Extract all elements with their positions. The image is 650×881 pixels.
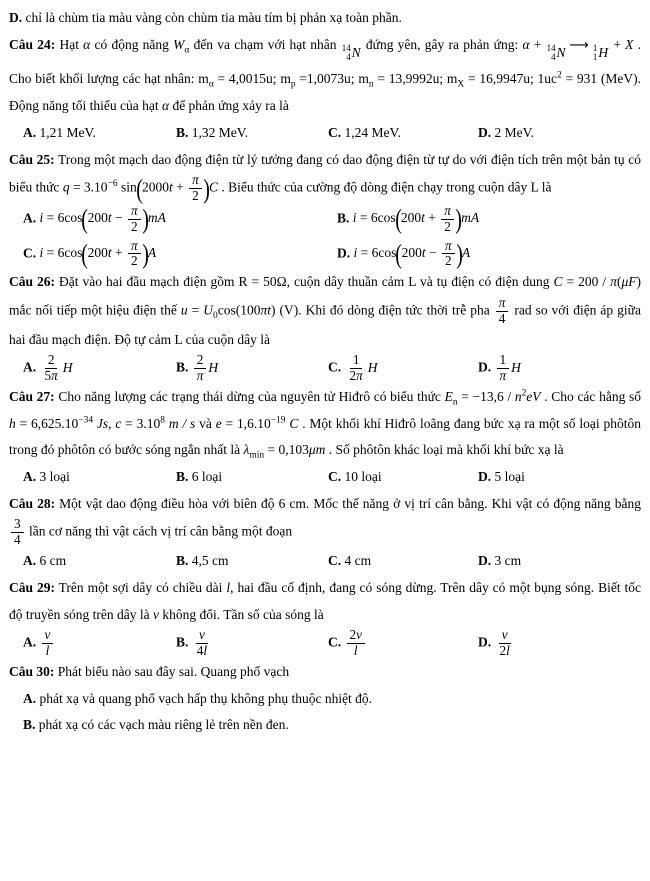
option-letter: A. <box>23 469 37 485</box>
question-stem: Câu 28: Một vật dao động điều hòa với biên độ 6 cm. Mốc thế năng ở vị trí cân bằng. Khi vật có động năng bằng $\frac{3}{4}$ lần cơ năng thì vật cách vị trí cân bằng một đoạn <box>9 495 641 548</box>
nuclide-notation: 14 4 N <box>341 42 361 63</box>
option-content: 2 MeV. <box>491 124 535 140</box>
question-stem: Câu 25: Trong một mạch dao động điện từ lý tưởng đang có dao động điện từ tự do với điện tích trên một bản tụ có biểu thức $q = 3.10^{-6}$ sin(2000t + $\frac{\pi}{2}$ )C . Biểu thức của cường độ dòng điện chạy trong cuộn dây L là <box>9 151 641 204</box>
option-letter: D. <box>478 634 492 650</box>
answer-option <box>337 204 641 235</box>
option-content: 4 cm <box>341 553 372 569</box>
answer-option <box>23 628 172 659</box>
option-letter: A. <box>23 634 37 650</box>
option-content: i = 6cos(200t − $\frac{\pi}{2}$ )mA <box>39 202 166 235</box>
question-stem: Câu 24: Hạt α có động năng $W_\alpha$ đến va chạm với hạt nhân 14 4 N đứng yên, gây ra phản ứng: α + 14 4 N ⟶ 1 1 H + X . Cho biết khối lượng các hạt nhân: $m_\alpha = 4,0015u$; $m_p =1,0073u$; $m_n = 13,9992u$; $m_X = 16,9947u$; $1uc^2 = 931$ (MeV). Động năng tối thiểu của hạt α để phản ứng xảy ra là <box>9 36 642 114</box>
answer-option <box>478 628 641 659</box>
option-content: 10 loại <box>341 469 382 485</box>
question-block-27 <box>9 384 641 491</box>
question-block-30 <box>9 659 641 739</box>
answer-option <box>478 353 641 384</box>
option-content: $\frac{v}{l}$ <box>36 635 55 650</box>
option-content: 1,32 MeV. <box>188 124 249 140</box>
option-letter: B. <box>176 124 189 140</box>
option-content: phát xạ và quang phổ vạch hấp thụ không phụ thuộc nhiệt độ. <box>36 690 373 706</box>
option-letter: D. <box>478 469 492 485</box>
answer-option <box>23 464 172 491</box>
close-paren: ) <box>141 203 149 235</box>
question-block-29 <box>9 575 641 659</box>
option-letter: A. <box>23 359 37 375</box>
option-content: $\frac{v}{2l}$ <box>499 627 510 659</box>
answer-option <box>337 239 641 270</box>
options-row <box>23 548 641 575</box>
open-paren: ( <box>81 203 89 235</box>
answer-option <box>478 464 641 491</box>
open-paren: ( <box>394 203 402 235</box>
option-letter: C. <box>328 469 342 485</box>
answer-option <box>328 120 474 147</box>
option-content: 5 loại <box>491 469 525 485</box>
option-letter: C. <box>328 124 342 140</box>
question-block-25 <box>9 147 641 270</box>
option-content: 1,21 MeV. <box>36 124 96 140</box>
option-content: $\frac{v}{4l}$ <box>196 627 208 659</box>
option-letter: B. <box>176 553 189 569</box>
answer-option <box>176 464 324 491</box>
open-paren: ( <box>136 172 143 204</box>
answer-option <box>23 712 641 739</box>
option-content: i = 6cos(200t − $\frac{\pi}{2}$ )A <box>353 237 471 270</box>
question-block-24 <box>9 32 641 147</box>
options-row <box>23 464 641 491</box>
answer-option <box>176 120 324 147</box>
answer-option <box>328 548 474 575</box>
answer-option <box>176 548 324 575</box>
answer-option <box>23 204 333 235</box>
option-content: 1,24 MeV. <box>341 124 401 140</box>
option-letter: A. <box>23 553 37 569</box>
option-content: $\frac{1}{2\pi}$ H <box>349 352 378 384</box>
option-content: $\frac{2v}{l}$ <box>341 635 367 650</box>
question-stem: Câu 26: Đặt vào hai đầu mạch điện gồm R = 50Ω, cuộn dây thuần cảm L và tụ điện có điện dung C = 200 / π(μF) mắc nối tiếp một hiệu điện thế $u = U_0\cos(100\pi t)$ (V). Khi đó dòng điện tức thời trễ pha $\frac{\pi}{4}$ rad so với điện áp giữa hai đầu mạch điện. Độ tự cảm L của cuộn dây là <box>9 274 641 347</box>
answer-option <box>23 353 172 384</box>
question-block-26 <box>9 269 641 384</box>
answer-option <box>23 239 333 270</box>
answer-option <box>176 628 324 659</box>
question-block-28 <box>9 491 641 575</box>
option-content: 3 loại <box>36 469 70 485</box>
option-letter: B. <box>176 469 189 485</box>
option-content: $\frac{1}{\pi}$ H <box>491 360 521 375</box>
answer-option <box>23 548 172 575</box>
close-paren: ) <box>455 238 463 270</box>
option-letter: C. <box>328 359 342 375</box>
option-letter: C. <box>328 553 342 569</box>
answer-option <box>23 686 641 713</box>
option-letter: C. <box>23 244 37 260</box>
option-letter: B. <box>176 359 189 375</box>
options-row <box>23 120 641 147</box>
answer-option <box>328 353 474 384</box>
answer-option <box>23 120 172 147</box>
answer-option <box>478 120 641 147</box>
option-letter: D. <box>478 359 492 375</box>
nuclide-notation: 14 4 N <box>546 42 566 63</box>
option-letter: A. <box>23 690 37 706</box>
question-stem: Câu 30: Phát biểu nào sau đây sai. Quang phổ vạch <box>9 663 290 679</box>
close-paren: ) <box>455 203 462 235</box>
options-row <box>23 204 641 269</box>
option-letter: B. <box>23 717 36 733</box>
answer-option <box>328 464 474 491</box>
questions-list <box>9 32 641 739</box>
option-letter: D. <box>337 244 351 260</box>
option-content: i = 6cos(200t + $\frac{\pi}{2}$ )A <box>39 237 157 270</box>
option-content: $\frac{2}{5\pi}$ H <box>44 352 73 384</box>
nuclide-notation: 1 1 H <box>592 42 609 63</box>
open-paren: ( <box>81 238 89 270</box>
answer-option <box>478 548 641 575</box>
answer-option <box>328 628 474 659</box>
option-content: 4,5 cm <box>188 553 229 569</box>
option-content: 6 loại <box>188 469 223 485</box>
question-stem: Câu 29: Trên một sợi dây có chiều dài l, hai đầu cố định, đang có sóng dừng. Trên dây có một bụng sóng. Biết tốc độ truyền sóng trên dây là v không đổi. Tần số của sóng là <box>9 579 641 622</box>
option-letter: A. <box>23 124 37 140</box>
option-letter: D. <box>478 124 492 140</box>
reaction-arrow-icon: ⟶ <box>569 36 589 53</box>
option-letter: B. <box>337 210 350 226</box>
options-row <box>23 686 641 739</box>
option-letter: C. <box>328 634 342 650</box>
option-content: $\frac{2}{\pi}$ H <box>188 360 218 375</box>
option-letter: B. <box>176 634 189 650</box>
option-content: 3 cm <box>491 553 522 569</box>
carryover-option-d: D. chỉ là chùm tia màu vàng còn chùm tia màu tím bị phản xạ toàn phần. <box>9 10 402 25</box>
option-letter: A. <box>23 210 37 226</box>
open-paren: ( <box>395 238 403 270</box>
option-content: 6 cm <box>36 553 67 569</box>
question-stem: Câu 27: Cho năng lượng các trạng thái dừng của nguyên tử Hiđrô có biểu thức $E_n = -13,6 / n^2eV$ . Cho các hằng số $h = 6,625.10^{-34}$ Js, $c = 3.10^8$ m / s và $e = 1,6.10^{-19}$ C . Một khối khí Hiđrô loãng đang bức xạ ra một số loại phôtôn trong đó phôtôn có bước sóng ngắn nhất là $\lambda_{min} = 0,103\mu m$ . Số phôtôn khác loại mà khối khí bức xạ là <box>9 388 642 461</box>
answer-option <box>176 353 324 384</box>
option-letter: D. <box>478 553 492 569</box>
option-content: phát xạ có các vạch màu riêng lẻ trên nền đen. <box>35 717 289 733</box>
close-paren: ) <box>141 238 149 270</box>
options-row <box>23 353 641 384</box>
option-content: i = 6cos(200t + $\frac{\pi}{2}$ )mA <box>352 202 480 235</box>
options-row <box>23 628 641 659</box>
close-paren: ) <box>203 172 210 204</box>
